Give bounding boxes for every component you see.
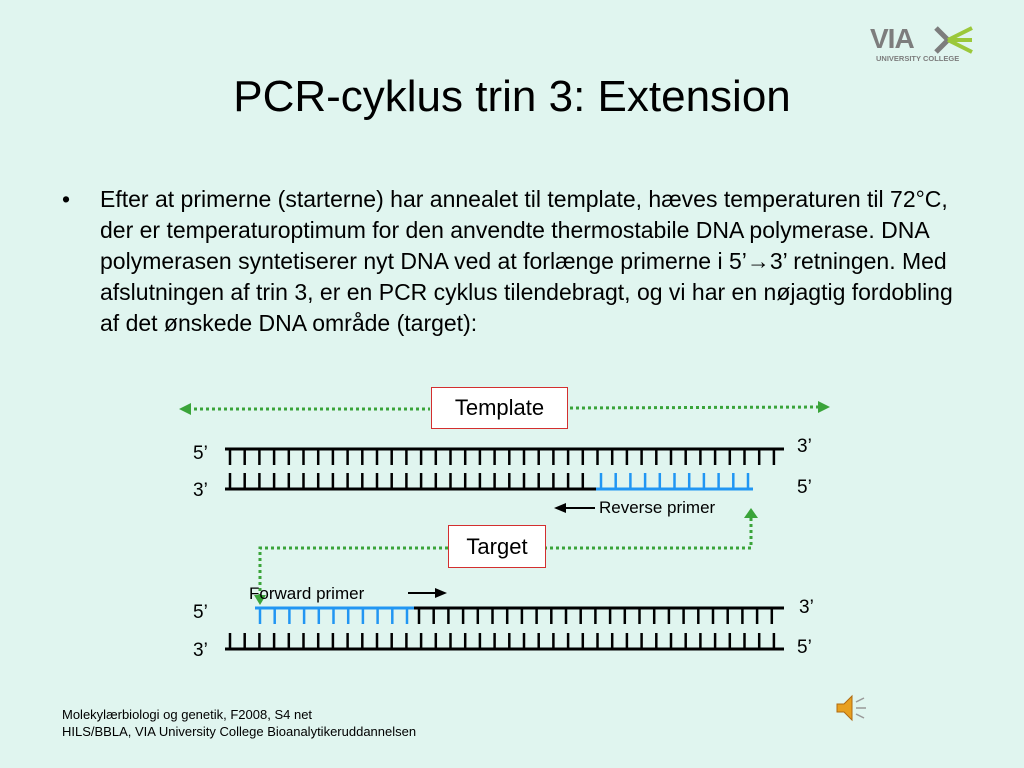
top-lower-5prime-label: 5’ xyxy=(797,477,812,498)
arrow-glyph: → xyxy=(746,248,770,274)
top-strand-upper xyxy=(225,449,784,465)
speaker-icon[interactable] xyxy=(834,692,868,724)
reverse-primer-label: Reverse primer xyxy=(599,498,716,517)
forward-primer-arrow xyxy=(408,588,447,598)
top-lower-3prime-label: 3’ xyxy=(193,480,208,501)
reverse-primer-arrow xyxy=(554,503,595,513)
bullet-text-part2: 3’ retningen. Med afslutningen af trin 3, er en PCR cyklus tilendebragt, og vi har en nøjagtig fordobling af det ønskede DNA område (target): xyxy=(100,248,953,336)
forward-primer-label: Forward primer xyxy=(249,584,365,603)
bullet-text-part1: Efter at primerne (starterne) har annealet til template, hæves temperaturen til 72°C, der er temperaturoptimum for den anvendte thermostabile DNA polymerase. DNA polymerasen syntetiserer nyt DNA ved at forlænge primerne i 5’ xyxy=(100,186,948,274)
template-box: Template xyxy=(431,387,568,429)
bottom-upper-5prime-label: 5’ xyxy=(193,602,208,623)
bottom-strand-lower xyxy=(225,633,784,649)
top-upper-3prime-label: 3’ xyxy=(797,436,812,457)
footer-line-1: Molekylærbiologi og genetik, F2008, S4 net xyxy=(62,707,313,722)
bottom-lower-3prime-label: 3’ xyxy=(193,640,208,661)
bottom-upper-3prime-label: 3’ xyxy=(799,597,814,618)
top-strand-lower xyxy=(225,473,753,489)
footer-line-2: HILS/BBLA, VIA University College Bioanalytikeruddannelsen xyxy=(62,724,417,739)
bullet-dot: • xyxy=(62,186,71,212)
footer xyxy=(62,706,416,740)
page-title: PCR-cyklus trin 3: Extension xyxy=(233,72,791,121)
bottom-lower-5prime-label: 5’ xyxy=(797,637,812,658)
bottom-strand-upper xyxy=(255,608,784,624)
svg-text:UNIVERSITY COLLEGE: UNIVERSITY COLLEGE xyxy=(876,54,960,63)
top-upper-5prime-label: 5’ xyxy=(193,443,208,464)
svg-text:VIA: VIA xyxy=(870,23,914,54)
target-box: Target xyxy=(448,525,546,568)
